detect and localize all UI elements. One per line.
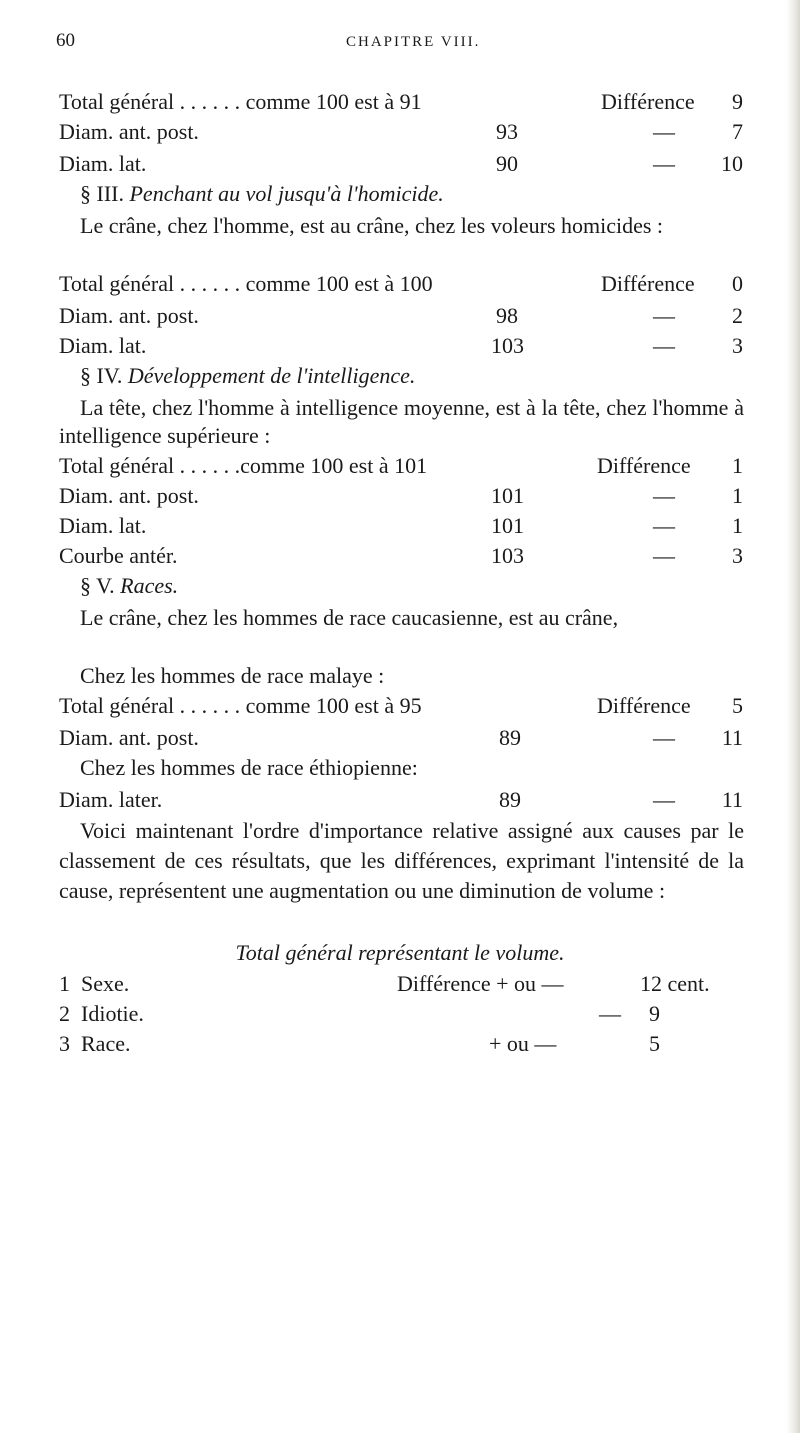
paragraph: La tête, chez l'homme à intelligence moyenne, est à la tête, chez l'homme à intelligence supérieure :	[59, 395, 744, 448]
page-edge	[786, 0, 800, 1433]
book-page: 60 CHAPITRE VIII. Total général . . . . . . comme 100 est à 91 Différence 9 Diam. ant. post. 93 — 7 Diam. lat. 90 — 10 § III. Penchant au vol jusqu'à l'homicide. Le crâne, chez l'homme, est au crâne, chez les voleurs homicides : Total général . . . . . . comme 100 est à 100 Différence 0 Diam. ant. post. 98 — 2 Diam. lat. 103 — 3 § IV. Développement de l'intelligence. La tête, chez l'homme à intelligence moyenne, est à la tête, chez l'homme à intelligence supérieure : Total général . . . . . .comme 100 est à 101 Différence 1 Diam. ant. post. 101 — 1 Diam. lat. 101 — 1 Courbe antér. 103 — 3 § V. Races. Le crâne, chez les hommes de race caucasienne, est au crâne, Chez les hommes de race malaye : Total général . . . . . . comme 100 est à 95 Différence 5 Diam. ant. post. 89 — 11 Chez les hommes de race éthiopienne: Diam. later. 89 — 11 Voici maintenant l'ordre d'importance relative assigné aux causes par le classement de ces résultats, que les différences, exprimant l'intensité de la cause, représentent une augmentation ou une diminution de volume : Total général représentant le volume. 1 Sexe. Différence + ou — 12 cent. 2 Idiotie. — 9 3 Race. + ou — 5	[0, 0, 800, 1433]
paragraph: Chez les hommes de race éthiopienne:	[80, 755, 418, 780]
section-heading: § V. Races.	[80, 573, 179, 598]
section-heading: § III. Penchant au vol jusqu'à l'homicide.	[80, 181, 444, 206]
paragraph: Le crâne, chez l'homme, est au crâne, chez les voleurs homicides :	[80, 213, 664, 238]
paragraph: Le crâne, chez les hommes de race caucasienne, est au crâne,	[80, 605, 619, 630]
section-heading: § IV. Développement de l'intelligence.	[80, 363, 416, 388]
running-head: CHAPITRE VIII.	[346, 34, 481, 50]
paragraph: Chez les hommes de race malaye :	[80, 663, 385, 688]
summary-title: Total général représentant le volume.	[235, 940, 565, 965]
paragraph: Voici maintenant l'ordre d'importance relative assigné aux causes par le classement de ces résultats, que les différences, exprimant l'intensité de la cause, représentent une augmentation ou une diminution de volume :	[59, 818, 744, 903]
page-number: 60	[56, 30, 75, 51]
